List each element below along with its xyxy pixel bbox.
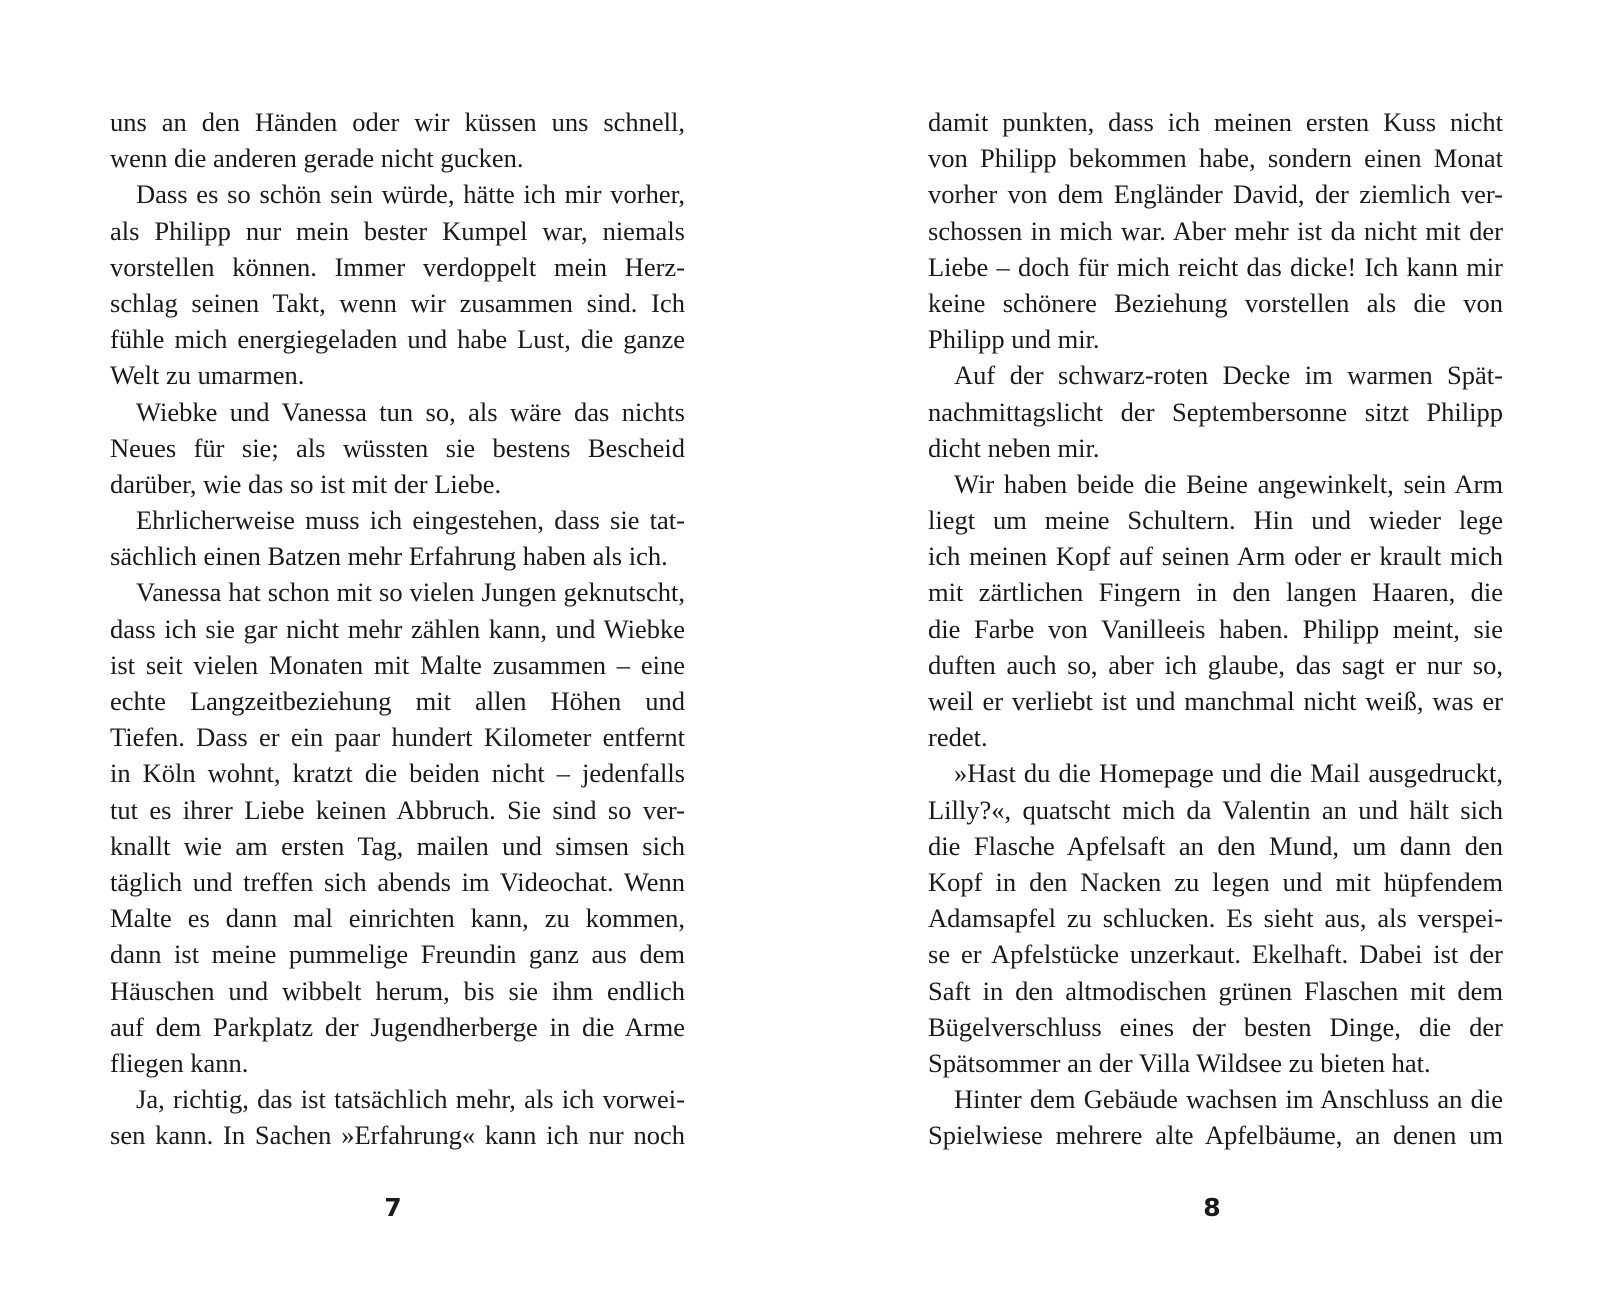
text-line: von Philipp bekommen habe, sondern einen Monat — [928, 143, 1503, 174]
text-line: liegt um meine Schultern. Hin und wieder lege — [928, 505, 1503, 536]
text-line: Lilly?«, quatscht mich da Valentin an und hält sich — [928, 794, 1503, 825]
text-line: Wir haben beide die Beine angewinkelt, sein Arm — [954, 468, 1503, 499]
text-line: vorher von dem Engländer David, der ziemlich ver- — [928, 179, 1503, 210]
text-line: Liebe – doch für mich reicht das dicke! Ich kann mir — [928, 251, 1503, 282]
text-line: dicht neben mir. — [928, 432, 1100, 463]
text-line: mit zärtlichen Fingern in den langen Haaren, die — [928, 577, 1503, 608]
text-line: Kopf in den Nacken zu legen und mit hüpfendem — [928, 866, 1503, 897]
text-line: Hinter dem Gebäude wachsen im Anschluss an die — [954, 1084, 1503, 1115]
text-line: Ja, richtig, das ist tatsächlich mehr, als ich vorwei- — [136, 1084, 685, 1115]
text-line: echte Langzeitbeziehung mit allen Höhen und — [110, 686, 685, 716]
text-line: Dass es so schön sein würde, hätte ich mir vorher, — [136, 179, 685, 210]
text-line: Tiefen. Dass er ein paar hundert Kilometer entfernt — [110, 722, 685, 753]
text-line: Welt zu umarmen. — [110, 360, 305, 391]
text-line: vorstellen können. Immer verdoppelt mein Herz- — [110, 251, 685, 282]
text-line: Saft in den altmodischen grünen Flaschen mit dem — [928, 975, 1503, 1006]
text-line: Vanessa hat schon mit so vielen Jungen geknutscht, — [136, 577, 685, 608]
text-line: damit punkten, dass ich meinen ersten Kuss nicht — [928, 107, 1503, 137]
text-line: fühle mich energiegeladen und habe Lust, die ganze — [110, 324, 685, 355]
text-line: als Philipp nur mein bester Kumpel war, niemals — [110, 215, 685, 246]
text-line: duften auch so, aber ich glaube, das sagt er nur so, — [928, 649, 1503, 680]
text-line: Neues für sie; als wüssten sie bestens Bescheid — [110, 432, 685, 463]
text-line: Adamsapfel zu schlucken. Es sieht aus, als verspei- — [928, 903, 1503, 934]
text-line: knallt wie am ersten Tag, mailen und simsen sich — [110, 830, 685, 861]
text-line: auf dem Parkplatz der Jugendherberge in die Arme — [110, 1011, 685, 1042]
text-line: keine schönere Beziehung vorstellen als die von — [928, 287, 1503, 318]
text-line: wenn die anderen gerade nicht gucken. — [110, 143, 524, 174]
text-line: uns an den Händen oder wir küssen uns schnell, — [110, 107, 685, 137]
text-line: dann ist meine pummelige Freundin ganz aus dem — [110, 939, 685, 970]
text-line: fliegen kann. — [110, 1047, 249, 1078]
text-line: Auf der schwarz-roten Decke im warmen Spät- — [954, 360, 1503, 391]
text-line: darüber, wie das so ist mit der Liebe. — [110, 468, 502, 499]
text-line: tut es ihrer Liebe keinen Abbruch. Sie sind so ver- — [110, 794, 685, 825]
text-line: nachmittagslicht der Septembersonne sitzt Philipp — [928, 396, 1503, 427]
text-line: redet. — [928, 722, 988, 753]
text-line: Spätsommer an der Villa Wildsee zu bieten hat. — [928, 1047, 1431, 1078]
text-line: Philipp und mir. — [928, 324, 1100, 355]
text-line: ich meinen Kopf auf seinen Arm oder er krault mich — [928, 541, 1503, 572]
text-line: täglich und treffen sich abends im Videochat. Wenn — [110, 866, 685, 897]
page-number-left: 7 — [384, 1193, 402, 1222]
text-line: schossen in mich war. Aber mehr ist da nicht mit der — [928, 215, 1503, 246]
text-line: die Farbe von Vanilleeis haben. Philipp meint, sie — [928, 613, 1503, 644]
left-page-text — [110, 104, 685, 1153]
text-line: weil er verliebt ist und manchmal nicht weiß, was er — [928, 686, 1503, 716]
text-line: Malte es dann mal einrichten kann, zu kommen, — [110, 903, 685, 934]
text-line: dass ich sie gar nicht mehr zählen kann, und Wiebke — [110, 613, 685, 644]
text-line: schlag seinen Takt, wenn wir zusammen sind. Ich — [110, 287, 685, 318]
text-line: sächlich einen Batzen mehr Erfahrung haben als ich. — [110, 541, 668, 572]
text-line: »Hast du die Homepage und die Mail ausgedruckt, — [954, 758, 1503, 789]
text-line: in Köln wohnt, kratzt die beiden nicht – jedenfalls — [110, 758, 685, 789]
text-line: die Flasche Apfelsaft an den Mund, um dann den — [928, 830, 1503, 861]
text-line: Häuschen und wibbelt herum, bis sie ihm endlich — [110, 975, 685, 1006]
text-line: Wiebke und Vanessa tun so, als wäre das nichts — [136, 396, 685, 427]
text-line: Spielwiese mehrere alte Apfelbäume, an denen um — [928, 1120, 1503, 1151]
text-line: ist seit vielen Monaten mit Malte zusammen – eine — [110, 649, 685, 680]
right-page-text — [928, 104, 1503, 1153]
page-number-right: 8 — [1203, 1193, 1221, 1222]
text-line: sen kann. In Sachen »Erfahrung« kann ich nur noch — [110, 1120, 685, 1151]
text-line: Ehrlicherweise muss ich eingestehen, dass sie tat- — [136, 505, 685, 536]
text-line: Bügelverschluss eines der besten Dinge, die der — [928, 1011, 1503, 1042]
text-line: se er Apfelstücke unzerkaut. Ekelhaft. Dabei ist der — [928, 939, 1503, 970]
